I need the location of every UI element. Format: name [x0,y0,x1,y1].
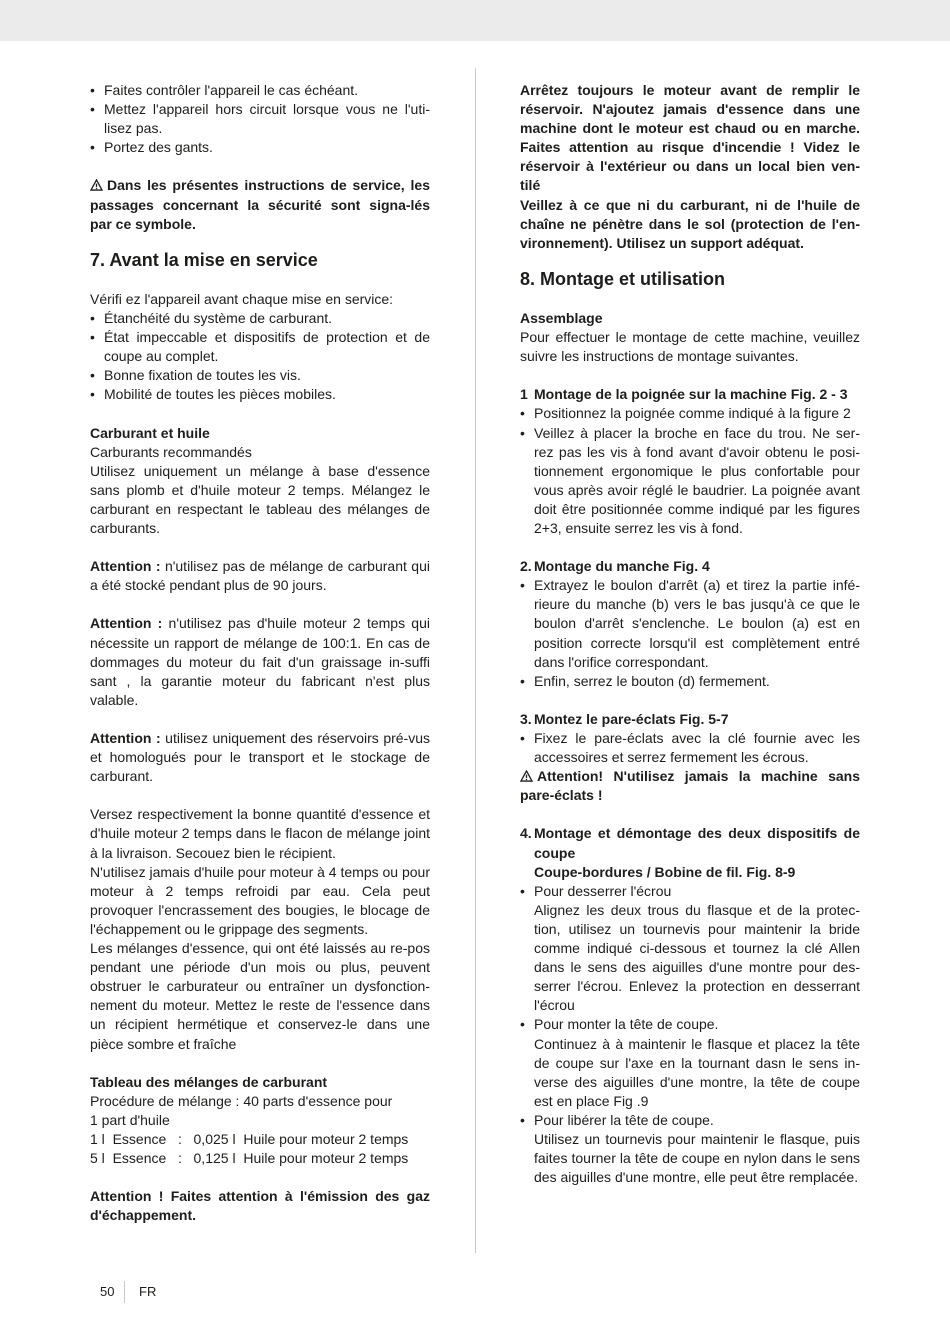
colon-cell: : [177,1130,182,1147]
intro-bullet-list [90,81,430,157]
item-text: Alignez les deux trous du flasque et de la protec-tion, utilisez un tournevis pour maintenir la bride comme indiqué ci-dessous et tournez la clé Allen dans le sens des aiguilles d'une montre pour des-serrer l'écrou. Enlevez la protection en desserrant l'écrou [534,901,860,1014]
list-item: • Mobilité de toutes les pièces mobiles. [90,385,430,404]
step-1-heading [520,385,860,404]
mix-table-heading: Tableau des mélanges de carburant [90,1073,328,1090]
item-text: Continuez à à maintenir le flasque et placez la tête de coupe sur l'axe en la tournant dasn le sens in-verse des aiguilles d'une montre, la tête de coupe est en place Fig .9 [534,1035,860,1109]
fuel-heading: Carburant et huile [90,424,210,441]
step-number: 3. [520,710,532,727]
oil-type-paragraph: N'utilisez jamais d'huile pour moteur à 4 temps ou pour moteur à 2 temps refroidi par eau. Cela peut provoquer l'encrassement des bougies, le blocage de l'échappement ou le grippage des segments. [90,863,430,937]
oil-type-cell: Huile pour moteur 2 temps [243,1130,409,1147]
volume-cell: 1 l [90,1130,105,1147]
check-bullet-list [90,309,430,404]
step-title: Montage du manche Fig. 4 [534,558,710,575]
step-3-warning [520,767,860,805]
column-divider [475,68,476,1253]
section-8-title: 8. Montage et utilisation [520,268,726,289]
volume-cell: 5 l [90,1150,105,1167]
item-text: Utilisez un tournevis pour maintenir le flasque, puis faites tourner la tête de coupe en nylon dans le sens des aiguilles d'une montre, elle peut être remplacée. [534,1130,860,1186]
list-item: • Extrayez le boulon d'arrêt (a) et tirez la partie infé-rieure du manche (b) vers le bas jusqu'à ce que le boulon d'arrêt s'enclenche. Le boulon (a) est en position correcte lorsqu'il est complètement entré dans l'orifice correspondant. [520,576,860,671]
step-number: 1 [520,386,528,403]
attention-text: n'utilisez pas de mélange de carburant qui a été stocké pendant plus de 90 jours. [90,558,430,594]
page-number: 50 [100,1284,115,1299]
item-lead: Pour libérer la tête de coupe. [534,1111,714,1128]
attention-note-containers [90,729,430,786]
attention-text: utilisez uniquement des réservoirs pré-vus et homologués pour le transport et le stockage de carburant. [90,730,430,785]
oil-type-cell: Huile pour moteur 2 temps [243,1150,409,1167]
safety-note-text: Dans les présentes instructions de service, les passages concernant la sécurité sont signa-lés par ce symbole. [90,177,430,232]
list-item: • État impeccable et dispositifs de protection et de coupe au complet. [90,328,430,366]
list-item: • Mettez l'appareil hors circuit lorsque vous ne l'uti-lisez pas. [90,100,430,138]
step-1-bullets [520,404,860,538]
attention-text: n'utilisez pas d'huile moteur 2 temps qui nécessite un rapport de mélange de 100:1. En cas de dommages du moteur du fait d'un graissage in-suffi sant , la garantie moteur du fabricant n'est plus valable. [90,615,430,708]
step-3-warning-text: Attention! N'utilisez jamais la machine sans pare-éclats ! [520,768,860,804]
attention-label: Attention : [90,730,161,746]
list-item [520,1111,860,1187]
step-3-heading [520,710,860,729]
warning-icon [520,770,533,782]
assembly-paragraph: Pour effectuer le montage de cette machine, veuillez suivre les instructions de montage suivantes. [520,329,860,365]
oil-volume-cell: 0,025 l [193,1130,236,1147]
attention-label: Attention : [90,615,163,632]
top-bar [0,0,950,41]
list-item: • Portez des gants. [90,138,430,157]
fuel-paragraph: Utilisez uniquement un mélange à base d'essence sans plomb et d'huile moteur 2 temps. Mélangez le carburant en respectant le tableau des mélanges de carburants. [90,462,430,536]
mix-table-intro: Procédure de mélange : 40 parts d'essence pour [90,1092,393,1109]
step-2-bullets [520,576,860,691]
step-number: 4. [520,825,532,842]
exhaust-warning: Attention ! Faites attention à l'émission des gaz d'échappement. [90,1188,430,1224]
mixing-paragraph: Versez respectivement la bonne quantité d'essence et d'huile moteur 2 temps dans le flacon de mélange joint à la livraison. Secouez bien le récipient. [90,806,430,861]
step-4-subtitle: Coupe-bordures / Bobine de fil. Fig. 8-9 [534,863,796,880]
colon-cell: : [177,1150,182,1167]
list-item: • Fixez le pare-éclats avec la clé fournie avec les accessoires et serrez fermement les écrous. [520,729,860,767]
attention-note-oil-ratio [90,614,430,709]
table-row [90,1149,430,1168]
list-item: • Veillez à placer la broche en face du trou. Ne ser-rez pas les vis à fond avant d'avoir obtenu le posi-tionnement ergonomique le plus confortable pour vous après avoir réglé le baudrier. La poignée avant doit être positionnée comme indiqué par les figures 2+3, ensuite serrez les vis à fond. [520,424,860,539]
list-item: • Positionnez la poignée comme indiqué à la figure 2 [520,404,860,423]
fuel-subheading: Carburants recommandés [90,443,252,460]
fuel-cell: Essence [112,1150,167,1167]
mix-table-intro-cont: 1 part d'huile [90,1111,170,1128]
warning-icon [90,179,103,191]
language-code: FR [139,1284,157,1299]
step-3-bullets [520,729,860,767]
step-title: Montage de la poignée sur la machine Fig. 2 - 3 [534,386,848,403]
list-item: • Étanchéité du système de carburant. [90,309,430,328]
refuel-warning: Arrêtez toujours le moteur avant de remplir le réservoir. N'ajoutez jamais d'essence dans une machine dont le moteur est chaud ou en marche. Faites attention au risque d'incendie ! Videz le réservoir à l'extérieur ou dans un local bien ven-tilé [520,82,860,194]
oil-volume-cell: 0,125 l [193,1150,236,1167]
step-title: Montez le pare-éclats Fig. 5-7 [534,710,729,727]
item-lead: Pour desserrer l'écrou [534,882,672,899]
storage-paragraph: Les mélanges d'essence, qui ont été laissés au re-pos pendant une période d'un mois ou plus, peuvent obstruer le carburateur ou entraîner un dysfonction-nement du moteur. Mettez le reste de l'essence dans un récipient hermétique et conservez-le dans une pièce sombre et fraîche [90,940,430,1052]
step-number: 2. [520,558,532,575]
fuel-cell: Essence [112,1130,167,1147]
list-item [520,882,860,1016]
list-item: • Faites contrôler l'appareil le cas échéant. [90,81,430,100]
attention-label: Attention : [90,558,161,575]
step-title: Montage et démontage des deux dispositifs de coupe [534,825,860,861]
spill-warning: Veillez à ce que ni du carburant, ni de l'huile de chaîne ne pénètre dans le sol (protection de l'en-vironnement). Utilisez un support adéquat. [520,196,860,251]
check-intro: Vérifi ez l'appareil avant chaque mise en service: [90,290,394,307]
table-row [90,1130,430,1149]
safety-note [90,176,430,233]
list-item: • Bonne fixation de toutes les vis. [90,366,430,385]
left-column [90,81,430,1225]
attention-note-storage [90,557,430,595]
item-lead: Pour monter la tête de coupe. [534,1016,719,1033]
footer-divider [124,1281,125,1303]
step-4-heading [520,824,860,862]
step-4-list [520,882,860,1188]
step-2-heading [520,557,860,576]
section-7-title: 7. Avant la mise en service [90,249,318,270]
list-item [520,1015,860,1110]
assembly-heading: Assemblage [520,309,603,326]
list-item: • Enfin, serrez le bouton (d) fermement. [520,672,860,691]
right-column [520,81,860,1187]
